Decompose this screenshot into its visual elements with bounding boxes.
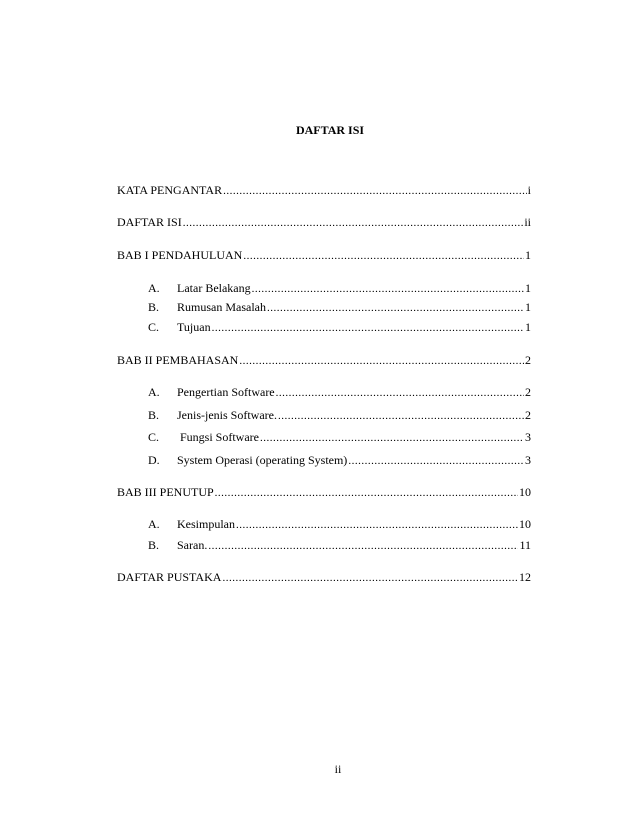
- toc-entry-kata-pengantar: [117, 183, 531, 198]
- toc-entry-label: Jenis-jenis Software.: [177, 408, 277, 422]
- toc-subentry-rumusan-masalah: [148, 300, 531, 315]
- toc-leader-dots: [267, 301, 524, 315]
- toc-entry-page: 12: [519, 570, 531, 584]
- toc-leader-dots: [239, 354, 524, 368]
- toc-subentry-latar-belakang: [148, 281, 531, 296]
- toc-entry-label: DAFTAR ISI: [117, 215, 182, 229]
- toc-leader-dots: [276, 386, 524, 400]
- toc-entry-label: Kesimpulan: [177, 517, 235, 531]
- toc-entry-label: BAB I PENDAHULUAN: [117, 248, 243, 262]
- toc-entry-label: BAB III PENUTUP: [117, 485, 214, 499]
- toc-entry-daftar-isi: [117, 215, 531, 230]
- toc-subentry-letter: A.: [148, 281, 160, 295]
- toc-subentry-letter: A.: [148, 517, 160, 531]
- toc-leader-dots: [222, 571, 518, 585]
- toc-leader-dots: [215, 486, 518, 500]
- toc-entry-page: 1: [525, 320, 531, 334]
- toc-entry-page: ii: [524, 215, 531, 229]
- toc-entry-page: 3: [525, 453, 531, 467]
- toc-entry-label: Latar Belakang: [177, 281, 251, 295]
- toc-leader-dots: [252, 282, 524, 296]
- toc-subentry-jenis-software: [148, 408, 531, 423]
- toc-leader-dots: [223, 184, 527, 198]
- toc-subentry-letter: C.: [148, 430, 160, 444]
- toc-entry-page: 2: [525, 408, 531, 422]
- toc-entry-page: 2: [525, 385, 531, 399]
- toc-entry-page: 3: [525, 430, 531, 444]
- toc-entry-label: System Operasi (operating System): [177, 453, 348, 467]
- toc-leader-dots: [212, 321, 524, 335]
- toc-entry-label: Fungsi Software: [177, 430, 259, 444]
- toc-entry-page: 1: [525, 300, 531, 314]
- toc-entry-label: KATA PENGANTAR: [117, 183, 223, 197]
- toc-entry-label: BAB II PEMBAHASAN: [117, 353, 239, 367]
- toc-leader-dots: [243, 249, 524, 263]
- toc-entry-page: 1: [525, 248, 531, 262]
- toc-entry-bab-iii: [117, 485, 531, 500]
- toc-entry-page: 1: [525, 281, 531, 295]
- toc-subentry-fungsi-software: [148, 430, 531, 445]
- toc-leader-dots: [260, 431, 524, 445]
- toc-leader-dots: [183, 216, 524, 230]
- toc-subentry-tujuan: [148, 320, 531, 335]
- toc-subentry-pengertian-software: [148, 385, 531, 400]
- toc-entry-bab-i: [117, 248, 531, 263]
- toc-entry-page: 10: [519, 485, 531, 499]
- toc-subentry-kesimpulan: [148, 517, 531, 532]
- toc-entry-label: Tujuan: [177, 320, 211, 334]
- toc-subentry-letter: C.: [148, 320, 160, 334]
- toc-subentry-system-operasi: [148, 453, 531, 468]
- toc-leader-dots: [348, 454, 524, 468]
- toc-entry-label: Pengertian Software: [177, 385, 275, 399]
- toc-entry-label: Rumusan Masalah: [177, 300, 266, 314]
- toc-entry-page: 10: [519, 517, 531, 531]
- toc-entry-page: 11: [519, 538, 531, 552]
- toc-subentry-letter: B.: [148, 408, 160, 422]
- page-number-footer: ii: [334, 762, 342, 776]
- toc-subentry-letter: A.: [148, 385, 160, 399]
- toc-leader-dots: [208, 539, 518, 553]
- toc-entry-label: DAFTAR PUSTAKA: [117, 570, 222, 584]
- document-title: DAFTAR ISI: [295, 123, 365, 137]
- toc-entry-bab-ii: [117, 353, 531, 368]
- toc-entry-page: 2: [525, 353, 531, 367]
- toc-subentry-letter: D.: [148, 453, 160, 467]
- toc-subentry-letter: B.: [148, 538, 160, 552]
- toc-entry-label: Saran.: [177, 538, 208, 552]
- toc-subentry-letter: B.: [148, 300, 160, 314]
- toc-subentry-saran: [148, 538, 531, 553]
- toc-entry-daftar-pustaka: [117, 570, 531, 585]
- toc-entry-page: i: [527, 183, 531, 197]
- toc-leader-dots: [236, 518, 518, 532]
- toc-leader-dots: [278, 409, 524, 423]
